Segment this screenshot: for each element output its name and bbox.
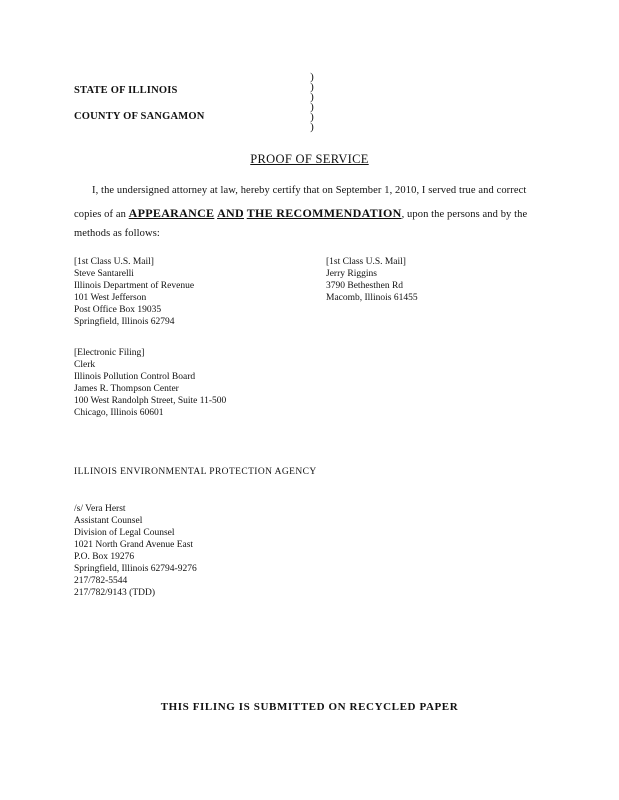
signature-line: 217/782/9143 (TDD) [74, 588, 156, 598]
paren: ) [310, 101, 314, 113]
recipient-clerk [74, 347, 226, 419]
recipient-revenue [74, 256, 194, 328]
paren: ) [310, 81, 314, 93]
signature-line: /s/ Vera Herst [74, 504, 126, 514]
recipient-riggins [326, 256, 418, 304]
paren: ) [310, 121, 314, 133]
address-line: 3790 Bethesthen Rd [326, 281, 404, 291]
address-line: Illinois Department of Revenue [74, 281, 195, 291]
signature-line: P.O. Box 19276 [74, 552, 135, 562]
signature-line: 1021 North Grand Avenue East [74, 540, 194, 550]
delivery-method: [1st Class U.S. Mail] [74, 257, 154, 267]
address-line: Macomb, Illinois 61455 [326, 293, 418, 303]
address-line: 100 West Randolph Street, Suite 11-500 [74, 396, 227, 406]
document-appearance: APPEARANCE [128, 206, 215, 220]
signature-block [74, 503, 197, 599]
delivery-method: [Electronic Filing] [74, 348, 145, 358]
paren: ) [310, 71, 314, 83]
address-line: 101 West Jefferson [74, 293, 147, 303]
delivery-method: [1st Class U.S. Mail] [326, 257, 406, 267]
address-line: Illinois Pollution Control Board [74, 372, 196, 382]
address-line: Jerry Riggins [326, 269, 377, 279]
certification-line-1: I, the undersigned attorney at law, hereby certify that on September 1, 2010, I served true and correct [92, 185, 527, 196]
certification-suffix: , upon the persons and by the [401, 209, 528, 220]
signature-line: Assistant Counsel [74, 516, 143, 526]
certification-line-3: methods as follows: [74, 228, 160, 239]
document-title: PROOF OF SERVICE [250, 152, 369, 166]
address-line: Springfield, Illinois 62794 [74, 317, 175, 327]
caption-parentheses [307, 72, 317, 132]
certification-prefix: copies of an [74, 209, 126, 220]
recycled-paper-notice: THIS FILING IS SUBMITTED ON RECYCLED PAPER [160, 701, 459, 713]
signature-line: Division of Legal Counsel [74, 528, 175, 538]
document-recommendation: THE RECOMMENDATION [246, 206, 402, 220]
address-line: Steve Santarelli [74, 269, 134, 279]
certification-line-2 [74, 206, 527, 221]
document-and: AND [217, 206, 244, 220]
address-line: Chicago, Illinois 60601 [74, 408, 164, 418]
paren: ) [310, 91, 314, 103]
address-line: Clerk [74, 360, 96, 370]
address-line: James R. Thompson Center [74, 384, 179, 394]
signature-line: Springfield, Illinois 62794-9276 [74, 564, 197, 574]
signature-line: 217/782-5544 [74, 576, 128, 586]
state-caption: STATE OF ILLINOIS [74, 85, 178, 96]
address-line: Post Office Box 19035 [74, 305, 162, 315]
paren: ) [310, 111, 314, 123]
agency-name: ILLINOIS ENVIRONMENTAL PROTECTION AGENCY [74, 467, 317, 477]
county-caption: COUNTY OF SANGAMON [74, 111, 205, 122]
